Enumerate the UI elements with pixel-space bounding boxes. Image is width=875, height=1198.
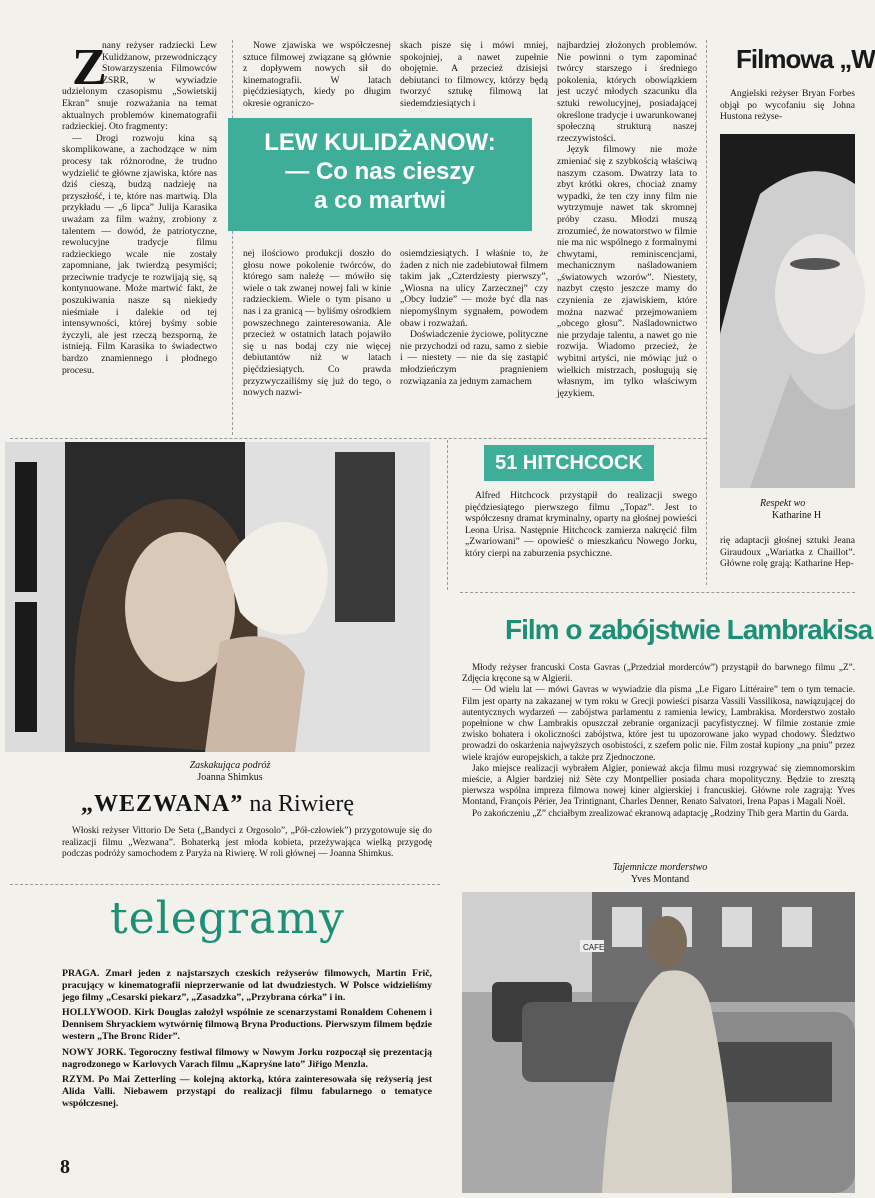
column-divider xyxy=(706,40,707,585)
telegram-text: Kirk Douglas założył wspólnie ze scenarzystami Ronaldem Cohenem i Dennisem Shryackiem wytwórnię filmową Bryna Productions. Pierwszym filmem będzie western „The Bronc Rider”. xyxy=(62,1007,432,1042)
telegramy-list xyxy=(62,968,432,1148)
page-number: 8 xyxy=(60,1156,70,1178)
paragraph: nej ilościowo produkcji doszło do głosu nowe pokolenie twórców, do którego sam należę — mówiło się wiele o tak zwanej nowej fali w kinie radzieckiem. Wiele o tym pisano u nas i za granicą — byliśmy ośrodkiem powszechnego zainteresowania. Ale przecież w ostatnich latach pojawiło się u nas bodaj czy nie więcej debiutantów niż w latach pięćdziesiątych. Co prawda przyzwyczailiśmy się już do tego, o nowych nazwi- xyxy=(243,248,391,399)
telegram-item xyxy=(62,1074,432,1109)
section-divider xyxy=(10,884,440,885)
telegram-city: RZYM. xyxy=(62,1074,95,1086)
lambrakis-title: Film o zabójstwie Lambrakisa xyxy=(505,614,873,645)
headline-box xyxy=(228,118,532,231)
drop-cap: Z xyxy=(72,39,107,96)
paragraph: Język filmowy nie może zmieniać się z szybkością właściwą naszym czasom. Dwatrzy lata to zbyt krótki okres, chociaż znamy wypadki, że ten czy inny film nie wytrzymuje nawet tak skromnej próby czasu. Młodzi muszą zrozumieć, że nowatorstwo w filmie nie ma nic wspólnego z formalnymi chwytami, reminiscencjami, mechanicznym naśladowaniem „światowych wzorów”. Niestety, nazbyt często jeszcze mamy do czynienia ze zjawiskiem, które można nazwać przejmowaniem „obcego głosu”. Naśladownictwo nie przydaje talentu, a nawet go nie rozwija. Wiadomo przecież, że wybitni artyści, nie mówiąc już o wielkich mistrzach, posługują się własnym, im tylko właściwym językiem. xyxy=(557,144,697,399)
photo-hepburn-image xyxy=(720,134,855,488)
headline-line-1: LEW KULIDŻANOW: xyxy=(264,129,496,156)
paragraph: rię adaptacji głośnej sztuki Jeana Giraudoux „Wariatka z Chaillot”. Główne rolę grają: Katharine Hep- xyxy=(720,535,855,570)
telegram-item xyxy=(62,968,432,1003)
caption-line: Joanna Shimkus xyxy=(197,772,263,783)
shimkus-text xyxy=(62,826,432,876)
telegram-item xyxy=(62,1047,432,1071)
column-divider xyxy=(447,440,448,590)
paragraph: Alfred Hitchcock przystąpił do realizacji swego pięćdziesiątego pierwszego filmu „Topaz”. Jest to współczesny dramat kryminalny, oparty na głośnej powieści Leona Urisa. Następnie Hitchcock zamierza nakręcić film „Zwariowani” — opowieść o mieszkańcu Nowego Jorku, który cierpi na zaburzenia psychiczne. xyxy=(465,490,697,559)
article-column-2-bottom xyxy=(243,248,391,418)
telegram-item xyxy=(62,1007,432,1042)
shimkus-caption xyxy=(150,760,310,784)
filmowa-caption xyxy=(760,498,855,522)
telegram-city: NOWY JORK. xyxy=(62,1046,127,1058)
cafe-sign: CAFE xyxy=(583,943,605,952)
telegram-text: Zmarł jeden z najstarszych czeskich reżyserów filmowych, Martin Frič, pracujący w kinematografii nieprzerwanie od lat dwudziestych. W Polsce widzieliśmy jego filmy „Cesarski piekarz”, „Zasadzka”, „Przybrana córka” i in. xyxy=(62,968,432,1003)
filmowa-text xyxy=(720,88,855,124)
headline-line-2: — Co nas cieszy xyxy=(285,158,475,185)
headline-line-3: a co martwi xyxy=(313,187,447,214)
filmowa-title: Filmowa „W xyxy=(736,44,875,74)
paragraph: Młody reżyser francuski Costa Gavras („Przedział morderców”) przystąpił do barwnego filmu „Z”. Zdjęcia kręcone są w Algierii. xyxy=(462,662,855,684)
telegram-text: Tegoroczny festiwal filmowy w Nowym Jorku rozpoczął się prezentacją nagrodzonego w Karlovych Varach filmu „Kapryśne lato” Jiřigo Menzla. xyxy=(62,1046,432,1070)
caption-line: Tajemnicze morderstwo xyxy=(612,862,708,873)
paragraph: Nowe zjawiska we współczesnej sztuce filmowej związane są głównie z dopływem nowych sił do kinematografii. W latach pięćdziesiątych, kiedy po długim okresie ograniczo- xyxy=(243,40,391,109)
photo-hepburn xyxy=(720,134,855,488)
paragraph: — Drogi rozwoju kina są skomplikowane, a zachodzące w nim procesy tak różnorodne, że trudno wydzielić te główne zjawiska, które nas dziś cieszą, budzą nadzieję na przyszłość, i te, które nas martwią. Dla przykładu — „6 lipca” Julija Karasika uważam za film ważny, zrobiony z talentem — dowód, że patriotyczne, rewolucyjne tradycje filmu radzieckiego wcale nie zostały zapomniane, jak twierdzą pesymiści; przeciwnie tradycje te rozwijają się, są kontynuowane. Może martwić fakt, że poszukiwania nasze są niekiedy nieśmiałe i dalekie od tej intensywności, której byśmy sobie życzyli, ale jest rzeczą bezsporną, że istnieją. Film Karasika to świadectwo bardzo znamiennego i płodnego procesu. xyxy=(62,132,217,376)
title-rest: na Riwierę xyxy=(243,791,354,817)
article-column-3-top xyxy=(400,40,548,110)
column-divider xyxy=(232,40,233,435)
telegram-city: HOLLYWOOD. xyxy=(62,1007,132,1019)
photo-shimkus-image xyxy=(5,442,430,752)
paragraph: — Od wielu lat — mówi Gavras w wywiadzie dla pisma „Le Figaro Littéraire” tem o tym temacie. Film jest oparty na zakazanej w tym roku w Grecji powieści pisarza Vassili Vassilikosa, nawiązującej do autentycznych wydarzeń — zabójstwa parlamentu z ramienia lewicy, Lambrakisa. Morderstwo zostało popełnione w chw Lambrakis opuszczał zebranie organizacji pacyfistycznej. W filmie zostanie zmie zwisko bohatera i okoliczności zabójstwa, które jest tu upozorowane jako wypad chodowy. Śledztwo prowadzi do oskarżenia najwyższych osobistości, z szefem polic nie. Film został kupiony „na pniu” przez wiele krajów europejskich, a także prz Zjednoczone. xyxy=(462,684,855,762)
article-column-3-bottom xyxy=(400,248,548,418)
paragraph: skach pisze się i mówi mniej, spokojniej, a nawet zupełnie obojętnie. A przecież dzisiejsi debiutanci to filmowcy, którzy będą tworzyć sztukę filmową lat siedemdziesiątych i xyxy=(400,40,548,109)
paragraph: osiemdziesiątych. I właśnie to, że żaden z nich nie zadebiutował filmem takim jak „Czterdziesty pierwszy”, „Wiosna na ulicy Zarzecznej” czy „Obcy ludzie” — może być dla nas niepomyślnym sygnałem, powodem obaw i rozważań. xyxy=(400,248,548,329)
shimkus-title xyxy=(5,790,430,818)
article-column-2-top xyxy=(243,40,391,110)
title-quote: „WEZWANA” xyxy=(81,791,244,817)
paragraph: Po zakończeniu „Z” chciałbym zrealizować ekranową adaptację „Rodziny Thib gera Martin du Garda. xyxy=(472,807,849,818)
telegramy-title: telegramy xyxy=(110,893,345,944)
paragraph: Angielski reżyser Bryan Forbes objął po wycofaniu się Johna Hustona reżyse- xyxy=(720,88,855,123)
hitchcock-text xyxy=(465,490,697,582)
caption-line: Katharine H xyxy=(772,510,822,521)
caption-line: Zaskakująca podróż xyxy=(189,760,271,771)
section-divider xyxy=(460,592,855,593)
telegram-text: Po Mai Zetterling — kolejną aktorką, która zainteresowała się reżyserią jest Alida Valli. Niebawem przystąpi do realizacji filmu fabularnego o tematyce współczesnej. xyxy=(62,1074,432,1109)
caption-line: Yves Montand xyxy=(630,874,690,885)
article-column-1 xyxy=(62,40,217,418)
paragraph: najbardziej złożonych problemów. Nie powinni o tym zapominać twórcy starszego i średniego pokolenia, których obowiązkiem jest uczyć młodych szacunku dla sztuki rewolucyjnej, posiadającej określone tradycje i uwarunkowanej społeczną strukturą naszej rzeczywistości. xyxy=(557,40,697,144)
photo-montand xyxy=(462,892,855,1193)
lambrakis-text xyxy=(462,662,855,852)
photo-montand-image xyxy=(462,892,855,1193)
telegram-city: PRAGA. xyxy=(62,968,100,979)
hitchcock-headline: 51 HITCHCOCK xyxy=(484,445,654,481)
paragraph: Włoski reżyser Vittorio De Seta („Bandyci z Orgosolo”, „Pół-człowiek”) przygotowuje się do realizacji filmu „Wezwana”. Bohaterką jest młoda kobieta, przeżywająca wielką przygodę podczas podróży samochodem z Paryża na Riwierę. W roli głównej — Joanna Shimkus. xyxy=(62,826,432,860)
caption-line: Respekt wo xyxy=(760,498,806,509)
photo-shimkus xyxy=(5,442,430,752)
paragraph: nany reżyser radziecki Lew Kulidżanow, przewodniczący Stowarzyszenia Filmowców ZSRR, w wywiadzie udzielonym czasopismu „Sowietskij Ekran” snuje rozważania na temat aktualnych problemów kinematografii radzieckiej. Oto fragmenty: xyxy=(62,40,217,133)
paragraph: Jako miejsce realizacji wybrałem Algier, ponieważ akcja filmu musi rozgrywać się ziemnomorskim mieście, a Algier bardziej niż Sète czy Montpellier posiada chara mopolityczny. Będzie to zresztą pierwsza wspólna impreza filmowa nowej kiner algierskiej i francuskiej. Główne role zagrają: Yves Montand, François Périer, Jea Trintignant, Charles Denner, Renato Salvatori, Irena Papas i Magali Noël. xyxy=(462,762,855,807)
article-column-4 xyxy=(557,40,697,435)
section-divider xyxy=(10,438,706,439)
filmowa-text-2 xyxy=(720,535,855,585)
paragraph: Doświadczenie życiowe, polityczne nie przychodzi od razu, samo z siebie i — niestety — nie da się zastąpić młodzieńczym pragnieniem rozwiązania za jednym zamachem xyxy=(400,329,548,387)
lambrakis-caption xyxy=(585,862,735,886)
